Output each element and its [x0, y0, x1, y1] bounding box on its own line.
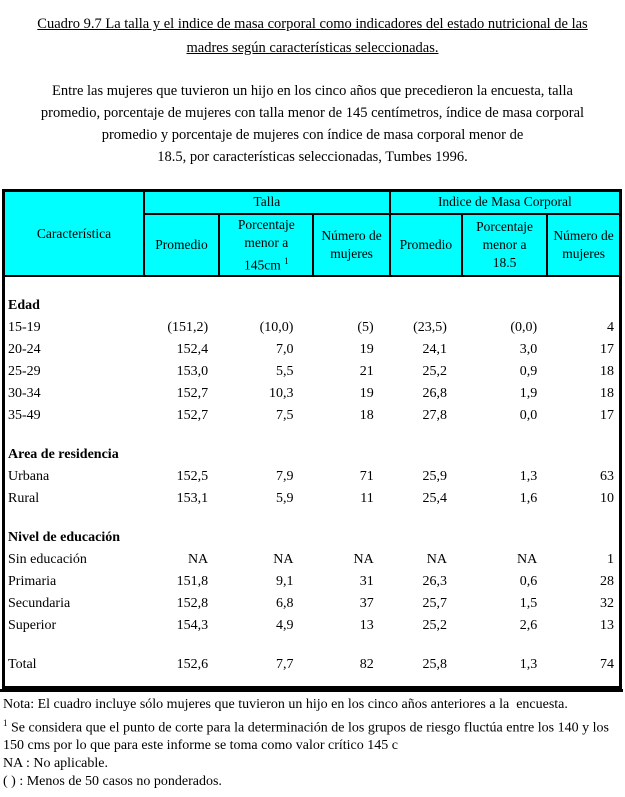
cell-value: 25,7 — [422, 595, 447, 611]
cell-value: 152,5 — [176, 468, 209, 484]
table-notes — [3, 696, 622, 792]
spacer-row — [4, 509, 621, 526]
cell-value: 153,0 — [176, 363, 209, 379]
cell-value: 32 — [600, 595, 614, 611]
cell-value: 7,5 — [275, 407, 294, 423]
cell-value: 2,6 — [519, 617, 538, 633]
cell-value: 151,8 — [176, 573, 209, 589]
group-header-talla: Talla — [144, 191, 390, 214]
row-label: Total — [8, 656, 37, 672]
cell-value: (151,2) — [167, 319, 209, 335]
cell-value: 31 — [359, 573, 374, 589]
spacer-row — [4, 675, 621, 687]
row-label: Primaria — [8, 573, 57, 589]
table-row — [4, 404, 621, 426]
spacer-cell — [4, 675, 621, 687]
cell-value: 7,9 — [275, 468, 294, 484]
group-header-imc: Indice de Masa Corporal — [390, 191, 621, 214]
cell-value: 24,1 — [422, 341, 447, 357]
spacer-cell — [4, 509, 621, 526]
table-row — [4, 592, 621, 614]
page-title — [0, 12, 625, 60]
cell-value: 28 — [600, 573, 614, 589]
cell-value: 1 — [607, 551, 614, 567]
cell-value: 1,5 — [519, 595, 538, 611]
cell-value: NA — [516, 551, 538, 567]
cell-value: 13 — [359, 617, 374, 633]
cell-value: 10 — [600, 490, 614, 506]
row-label: 15-19 — [8, 319, 41, 335]
section-header: Edad — [8, 297, 40, 313]
cell-value: (10,0) — [259, 319, 294, 335]
cell-value: 1,6 — [519, 490, 538, 506]
subtitle-line-2: promedio, porcentaje de mujeres con talla menor de 145 centímetros, índice de masa corporal — [40, 105, 585, 121]
group-header-row — [4, 191, 621, 214]
table-row — [4, 614, 621, 636]
table-row — [4, 338, 621, 360]
cell-value: 4,9 — [275, 617, 294, 633]
note-line: $^1$ Se considera que el punto de corte para la determinación de los grupos de riesgo fluctúa entre los 140 y los 150 cms por lo que para este informe se toma como valor crítico 145 c — [3, 717, 613, 754]
table-row — [4, 382, 621, 404]
row-label: 20-24 — [8, 341, 41, 357]
cell-value: 1,9 — [519, 385, 538, 401]
cell-value: 5,5 — [275, 363, 294, 379]
cell-value: 3,0 — [519, 341, 538, 357]
cell-value: 18 — [600, 363, 614, 379]
cell-value: 27,8 — [422, 407, 447, 423]
table-row — [4, 548, 621, 570]
spacer-row — [4, 276, 621, 294]
row-label: 25-29 — [8, 363, 41, 379]
table-row — [4, 465, 621, 487]
cell-value: 152,8 — [176, 595, 209, 611]
spacer-cell — [4, 426, 621, 443]
section-header: Nivel de educación — [8, 529, 120, 545]
row-label: Secundaria — [8, 595, 71, 611]
table-body — [4, 276, 621, 687]
spacer-cell — [4, 636, 621, 653]
subtitle-line-3: promedio y porcentaje de mujeres con índice de masa corporal menor de — [101, 127, 524, 143]
spacer-row — [4, 636, 621, 653]
row-label: Rural — [8, 490, 40, 506]
table-row — [4, 570, 621, 592]
footnote-marker-1: 1 — [284, 255, 289, 266]
cell-value: 21 — [359, 363, 374, 379]
section-header-row — [4, 294, 621, 316]
table-row — [4, 316, 621, 338]
note-line: Nota: El cuadro incluye sólo mujeres que tuvieron un hijo en los cinco años anteriores a la encuesta. — [3, 696, 568, 712]
cell-value: 152,6 — [176, 656, 209, 672]
note-footnote-marker: 1 — [3, 717, 8, 728]
title-line-1: Cuadro 9.7 La talla y el indice de masa corporal como indicadores del estado nutricional de las — [37, 16, 588, 32]
cell-value: 18 — [600, 385, 614, 401]
cell-value: 154,3 — [176, 617, 209, 633]
cell-value: 6,8 — [275, 595, 294, 611]
cell-value: NA — [273, 551, 294, 567]
cell-value: 0,0 — [519, 407, 538, 423]
col-header-talla-numero: Número de mujeres — [313, 214, 389, 277]
spacer-row — [4, 426, 621, 443]
cell-value: NA — [187, 551, 209, 567]
cell-value: 26,3 — [422, 573, 447, 589]
cell-value: 19 — [359, 385, 374, 401]
cell-value: 17 — [600, 341, 614, 357]
col-header-caracteristica: Característica — [4, 191, 144, 277]
cell-value: 0,9 — [519, 363, 538, 379]
cell-value: 18 — [359, 407, 374, 423]
note-line: ( ) : Menos de 50 casos no ponderados. — [3, 774, 222, 790]
cell-value: (5) — [357, 319, 374, 335]
cell-value: 5,9 — [275, 490, 294, 506]
table-row — [4, 360, 621, 382]
cell-value: 25,2 — [422, 617, 447, 633]
col-header-imc-promedio: Promedio — [390, 214, 462, 277]
row-label: Sin educación — [8, 551, 87, 567]
cell-value: (0,0) — [510, 319, 538, 335]
title-line-2: madres según características seleccionadas. — [186, 40, 439, 56]
cell-value: (23,5) — [413, 319, 447, 335]
cell-value: 7,0 — [275, 341, 294, 357]
table-row — [4, 487, 621, 509]
table-subtitle — [0, 80, 625, 168]
col-header-imc-porcentaje: Porcentaje menor a 18.5 — [462, 214, 547, 277]
row-label: 35-49 — [8, 407, 41, 423]
cell-value: 25,4 — [422, 490, 447, 506]
cell-value: 74 — [600, 656, 614, 672]
cell-value: 25,9 — [422, 468, 447, 484]
cell-value: 152,4 — [176, 341, 209, 357]
cell-value: 1,3 — [519, 656, 538, 672]
cell-value: 25,2 — [422, 363, 447, 379]
cell-value: 4 — [607, 319, 614, 335]
spacer-cell — [4, 276, 621, 294]
row-label: Urbana — [8, 468, 50, 484]
col-header-talla-porcentaje: Porcentaje menor a 145cm $^1$ — [219, 214, 313, 277]
cell-value: 13 — [600, 617, 614, 633]
table-row — [4, 653, 621, 675]
cell-value: 25,8 — [422, 656, 447, 672]
cell-value: 1,3 — [519, 468, 538, 484]
table-header — [4, 191, 621, 277]
cell-value: 153,1 — [176, 490, 209, 506]
cell-value: NA — [353, 551, 374, 567]
row-label: Superior — [8, 617, 57, 633]
cell-value: 0,6 — [519, 573, 538, 589]
cell-value: 63 — [600, 468, 614, 484]
nutrition-indicators-table — [2, 189, 622, 689]
cell-value: 10,3 — [268, 385, 294, 401]
cell-value: 26,8 — [422, 385, 447, 401]
cell-value: 17 — [600, 407, 614, 423]
cell-value: 71 — [359, 468, 374, 484]
cell-value: 82 — [359, 656, 374, 672]
note-line: NA : No aplicable. — [3, 756, 108, 772]
row-label: 30-34 — [8, 385, 41, 401]
section-header-row — [4, 443, 621, 465]
cell-value: NA — [426, 551, 447, 567]
section-header-row — [4, 526, 621, 548]
cell-value: 11 — [360, 490, 374, 506]
section-header: Area de residencia — [8, 446, 119, 462]
cell-value: 152,7 — [176, 385, 209, 401]
cell-value: 9,1 — [275, 573, 294, 589]
cell-value: 37 — [359, 595, 374, 611]
col-header-imc-numero: Número de mujeres — [547, 214, 620, 277]
cell-value: 7,7 — [275, 656, 294, 672]
table-bottom-rule — [0, 689, 623, 692]
subtitle-line-1: Entre las mujeres que tuvieron un hijo en los cinco años que precedieron la encuesta, talla — [51, 83, 573, 99]
col-header-talla-promedio: Promedio — [144, 214, 219, 277]
cell-value: 19 — [359, 341, 374, 357]
subtitle-line-4: 18.5, por características seleccionadas, Tumbes 1996. — [157, 149, 468, 165]
cell-value: 152,7 — [176, 407, 209, 423]
